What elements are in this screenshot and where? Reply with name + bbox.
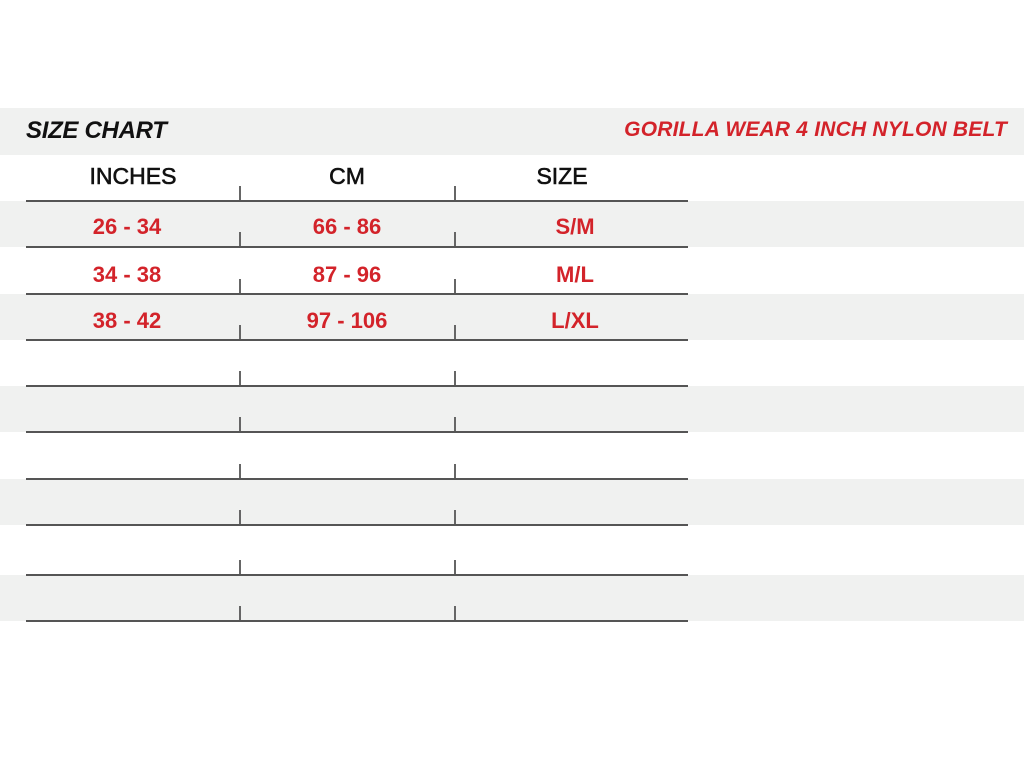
row-divider	[26, 293, 688, 295]
column-divider	[454, 186, 456, 200]
column-divider	[454, 510, 456, 524]
row-band	[0, 575, 1024, 621]
column-divider	[239, 417, 241, 431]
column-divider	[454, 464, 456, 478]
column-divider	[454, 417, 456, 431]
column-divider	[454, 606, 456, 620]
cell-cm: 66 - 86	[312, 214, 382, 239]
cell-inches: 26 - 34	[92, 214, 162, 239]
column-divider	[454, 232, 456, 246]
cell-size: S/M	[555, 214, 595, 239]
cell-cm: 97 - 106	[306, 308, 388, 333]
product-title: GORILLA WEAR 4 INCH NYLON BELT	[624, 118, 1007, 141]
row-divider	[26, 478, 688, 480]
column-divider	[454, 560, 456, 574]
cell-size: L/XL	[551, 308, 599, 333]
column-divider	[454, 371, 456, 385]
column-divider	[239, 325, 241, 339]
column-divider	[239, 464, 241, 478]
row-divider	[26, 524, 688, 526]
column-divider	[454, 325, 456, 339]
row-divider	[26, 200, 688, 202]
row-divider	[26, 246, 688, 248]
column-divider	[239, 510, 241, 524]
row-divider	[26, 339, 688, 341]
column-divider	[239, 371, 241, 385]
column-divider	[239, 279, 241, 293]
row-band	[0, 386, 1024, 432]
column-header-size: SIZE	[536, 163, 588, 189]
cell-cm: 87 - 96	[312, 262, 382, 287]
row-divider	[26, 431, 688, 433]
cell-size: M/L	[556, 262, 594, 287]
column-divider	[239, 186, 241, 200]
cell-inches: 38 - 42	[92, 308, 162, 333]
column-header-cm: CM	[329, 163, 365, 189]
row-divider	[26, 385, 688, 387]
row-divider	[26, 620, 688, 622]
column-divider	[239, 232, 241, 246]
column-divider	[454, 279, 456, 293]
row-band	[0, 479, 1024, 525]
cell-inches: 34 - 38	[92, 262, 162, 287]
column-divider	[239, 560, 241, 574]
column-divider	[239, 606, 241, 620]
column-header-inches: INCHES	[89, 163, 177, 189]
row-divider	[26, 574, 688, 576]
chart-title: SIZE CHART	[26, 117, 167, 144]
